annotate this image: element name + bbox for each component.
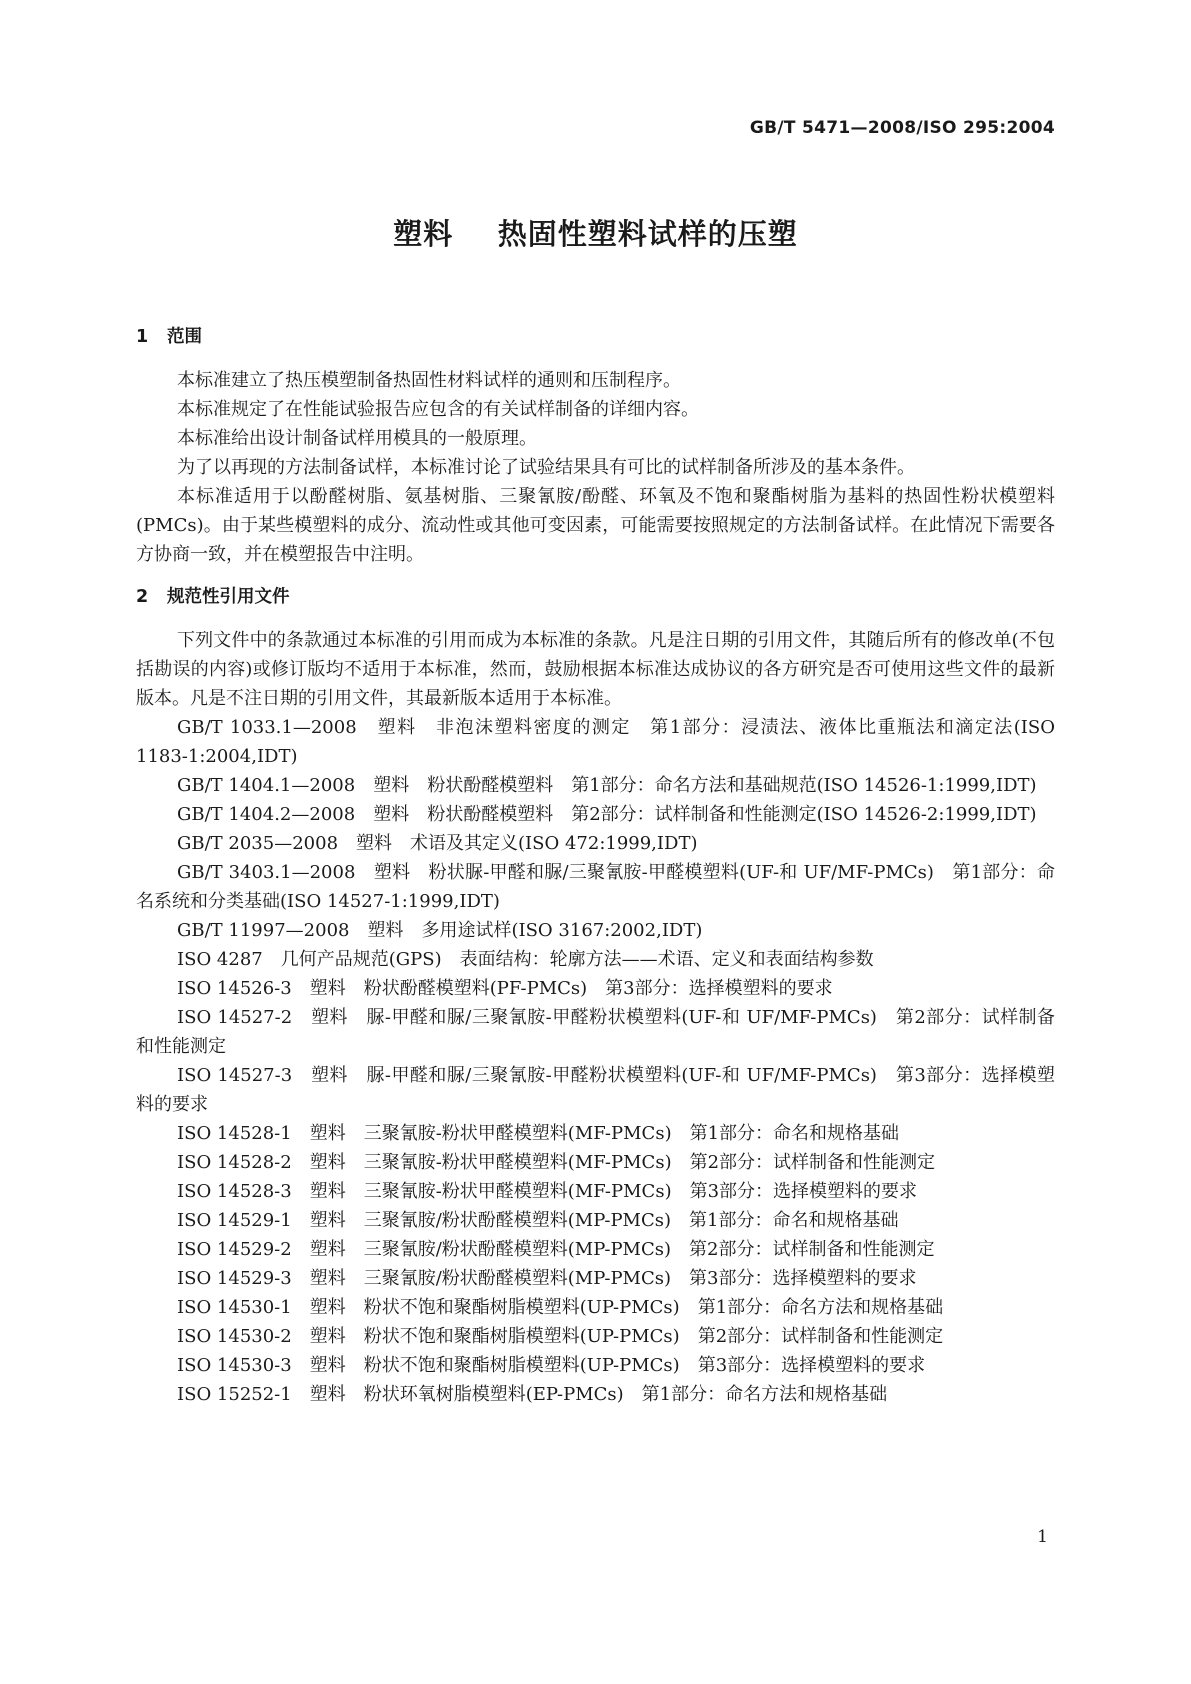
reference-item: ISO 14528-3 塑料 三聚氰胺-粉状甲醛模塑料(MF-PMCs) 第3部分：选择模塑料的要求 — [177, 1181, 918, 1202]
reference-item: ISO 4287 几何产品规范(GPS) 表面结构：轮廓方法——术语、定义和表面结构参数 — [177, 949, 874, 970]
reference-item: ISO 14527-2 塑料 脲-甲醛和脲/三聚氰胺-甲醛粉状模塑料(UF-和 UF/MF-PMCs) 第2部分：试样制备和性能测定 — [136, 1007, 1055, 1057]
reference-list — [136, 713, 1055, 1409]
reference-item: ISO 14527-3 塑料 脲-甲醛和脲/三聚氰胺-甲醛粉状模塑料(UF-和 UF/MF-PMCs) 第3部分：选择模塑料的要求 — [136, 1065, 1055, 1115]
reference-item: ISO 14530-1 塑料 粉状不饱和聚酯树脂模塑料(UP-PMCs) 第1部分：命名方法和规格基础 — [177, 1297, 944, 1318]
reference-item: ISO 15252-1 塑料 粉状环氧树脂模塑料(EP-PMCs) 第1部分：命名方法和规格基础 — [177, 1384, 888, 1405]
title-right: 热固性塑料试样的压塑 — [497, 217, 798, 251]
section-1-paragraph: 为了以再现的方法制备试样，本标准讨论了试验结果具有可比的试样制备所涉及的基本条件。 — [177, 457, 915, 478]
reference-item: ISO 14530-3 塑料 粉状不饱和聚酯树脂模塑料(UP-PMCs) 第3部分：选择模塑料的要求 — [177, 1355, 926, 1376]
section-1-paragraph: 本标准建立了热压模塑制备热固性材料试样的通则和压制程序。 — [177, 370, 681, 391]
section-2-heading — [136, 583, 1055, 612]
reference-item: ISO 14528-1 塑料 三聚氰胺-粉状甲醛模塑料(MF-PMCs) 第1部分：命名和规格基础 — [177, 1123, 900, 1144]
reference-item: GB/T 1404.2—2008 塑料 粉状酚醛模塑料 第2部分：试样制备和性能测定(ISO 14526-2:1999,IDT) — [177, 804, 1037, 825]
reference-item: ISO 14526-3 塑料 粉状酚醛模塑料(PF-PMCs) 第3部分：选择模塑料的要求 — [177, 978, 833, 999]
section-1-paragraph: 本标准给出设计制备试样用模具的一般原理。 — [177, 428, 537, 449]
reference-item: ISO 14529-2 塑料 三聚氰胺/粉状酚醛模塑料(MP-PMCs) 第2部分：试样制备和性能测定 — [177, 1239, 935, 1260]
reference-item: ISO 14528-2 塑料 三聚氰胺-粉状甲醛模塑料(MF-PMCs) 第2部分：试样制备和性能测定 — [177, 1152, 936, 1173]
reference-item: GB/T 2035—2008 塑料 术语及其定义(ISO 472:1999,IDT) — [177, 833, 698, 854]
section-2-intro: 下列文件中的条款通过本标准的引用而成为本标准的条款。凡是注日期的引用文件，其随后所有的修改单(不包括勘误的内容)或修订版均不适用于本标准，然而，鼓励根据本标准达成协议的各方研究是否可使用这些文件的最新版本。凡是不注日期的引用文件，其最新版本适用于本标准。 — [136, 630, 1055, 709]
reference-item: GB/T 1033.1—2008 塑料 非泡沫塑料密度的测定 第1部分：浸渍法、液体比重瓶法和滴定法(ISO 1183-1:2004,IDT) — [136, 717, 1055, 767]
reference-item: GB/T 11997—2008 塑料 多用途试样(ISO 3167:2002,IDT) — [177, 920, 703, 941]
reference-item: GB/T 3403.1—2008 塑料 粉状脲-甲醛和脲/三聚氰胺-甲醛模塑料(UF-和 UF/MF-PMCs) 第1部分：命名系统和分类基础(ISO 14527-1:1999,IDT) — [136, 862, 1055, 912]
standard-number: GB/T 5471—2008/ISO 295:2004 — [749, 118, 1055, 138]
page-number: 1 — [1037, 1527, 1048, 1547]
section-1-title: 范围 — [167, 327, 202, 347]
reference-item: ISO 14530-2 塑料 粉状不饱和聚酯树脂模塑料(UP-PMCs) 第2部分：试样制备和性能测定 — [177, 1326, 944, 1347]
section-1-number: 1 — [136, 327, 149, 347]
section-1-paragraph: 本标准适用于以酚醛树脂、氨基树脂、三聚氰胺/酚醛、环氧及不饱和聚酯树脂为基料的热固性粉状模塑料(PMCs)。由于某些模塑料的成分、流动性或其他可变因素，可能需要按照规定的方法制备试样。在此情况下需要各方协商一致，并在模塑报告中注明。 — [136, 486, 1055, 565]
document-title — [0, 212, 1191, 253]
reference-item: ISO 14529-3 塑料 三聚氰胺/粉状酚醛模塑料(MP-PMCs) 第3部分：选择模塑料的要求 — [177, 1268, 917, 1289]
document-body — [136, 323, 1055, 1409]
reference-item: ISO 14529-1 塑料 三聚氰胺/粉状酚醛模塑料(MP-PMCs) 第1部分：命名和规格基础 — [177, 1210, 899, 1231]
title-left: 塑料 — [393, 217, 454, 251]
reference-item: GB/T 1404.1—2008 塑料 粉状酚醛模塑料 第1部分：命名方法和基础规范(ISO 14526-1:1999,IDT) — [177, 775, 1037, 796]
section-2-number: 2 — [136, 587, 149, 607]
section-1-heading — [136, 323, 1055, 352]
section-2-title: 规范性引用文件 — [167, 587, 290, 607]
section-1-paragraph: 本标准规定了在性能试验报告应包含的有关试样制备的详细内容。 — [177, 399, 699, 420]
